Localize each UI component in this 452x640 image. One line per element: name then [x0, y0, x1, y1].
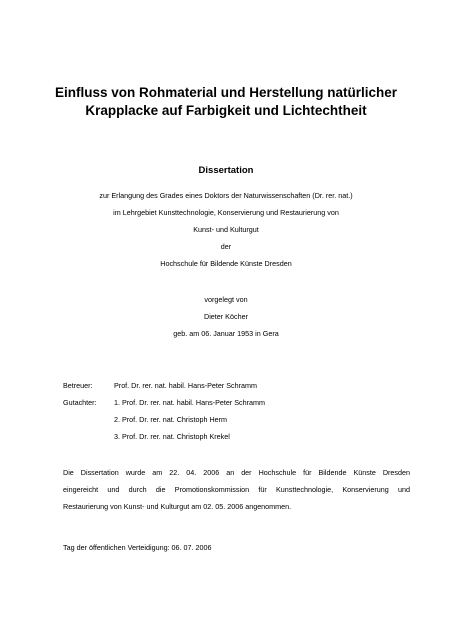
reviewer-row — [63, 428, 265, 445]
degree-description — [40, 187, 412, 272]
author-name: Dieter Köcher — [204, 312, 248, 321]
defense-date: Tag der öffentlichen Verteidigung: 06. 07. 2006 — [63, 543, 212, 552]
presented-by: vorgelegt von — [204, 295, 248, 304]
reviewer-name: 1. Prof. Dr. rer. nat. habil. Hans-Peter Schramm — [114, 398, 265, 407]
title-line-2: Krapplacke auf Farbigkeit und Lichtechtheit — [85, 103, 367, 118]
title-line-1: Einfluss von Rohmaterial und Herstellung natürlicher — [54, 85, 398, 100]
description-line: im Lehrgebiet Kunsttechnologie, Konservierung und Restaurierung von — [113, 208, 339, 217]
document-title — [40, 84, 412, 120]
paragraph-line: Restaurierung von Kunst- und Kulturgut am 02. 05. 2006 angenommen. — [63, 502, 292, 511]
description-line: Kunst- und Kulturgut — [193, 225, 259, 234]
reviewer-name: 3. Prof. Dr. rer. nat. Christoph Krekel — [114, 432, 230, 441]
paragraph-line: Die Dissertation wurde am 22. 04. 2006 an der Hochschule für Bildende Künste Dresden — [63, 468, 410, 477]
author-birth: geb. am 06. Januar 1953 in Gera — [173, 329, 279, 338]
paragraph-line: eingereicht und durch die Promotionskommission für Kunsttechnologie, Konservierung und — [63, 485, 410, 494]
committee-block — [63, 377, 265, 445]
description-line: zur Erlangung des Grades eines Doktors der Naturwissenschaften (Dr. rer. nat.) — [99, 191, 353, 200]
reviewer-row — [63, 411, 265, 428]
advisor-name: Prof. Dr. rer. nat. habil. Hans-Peter Schramm — [114, 381, 258, 390]
document-type: Dissertation — [198, 165, 254, 176]
advisor-row — [63, 377, 265, 394]
author-block — [40, 291, 412, 342]
submission-paragraph — [63, 464, 410, 515]
advisor-label: Betreuer: — [63, 381, 93, 390]
description-line: der — [220, 242, 232, 251]
reviewer-row — [63, 394, 265, 411]
reviewers-label: Gutachter: — [63, 398, 97, 407]
reviewer-name: 2. Prof. Dr. rer. nat. Christoph Herm — [114, 415, 228, 424]
description-line: Hochschule für Bildende Künste Dresden — [160, 259, 292, 268]
